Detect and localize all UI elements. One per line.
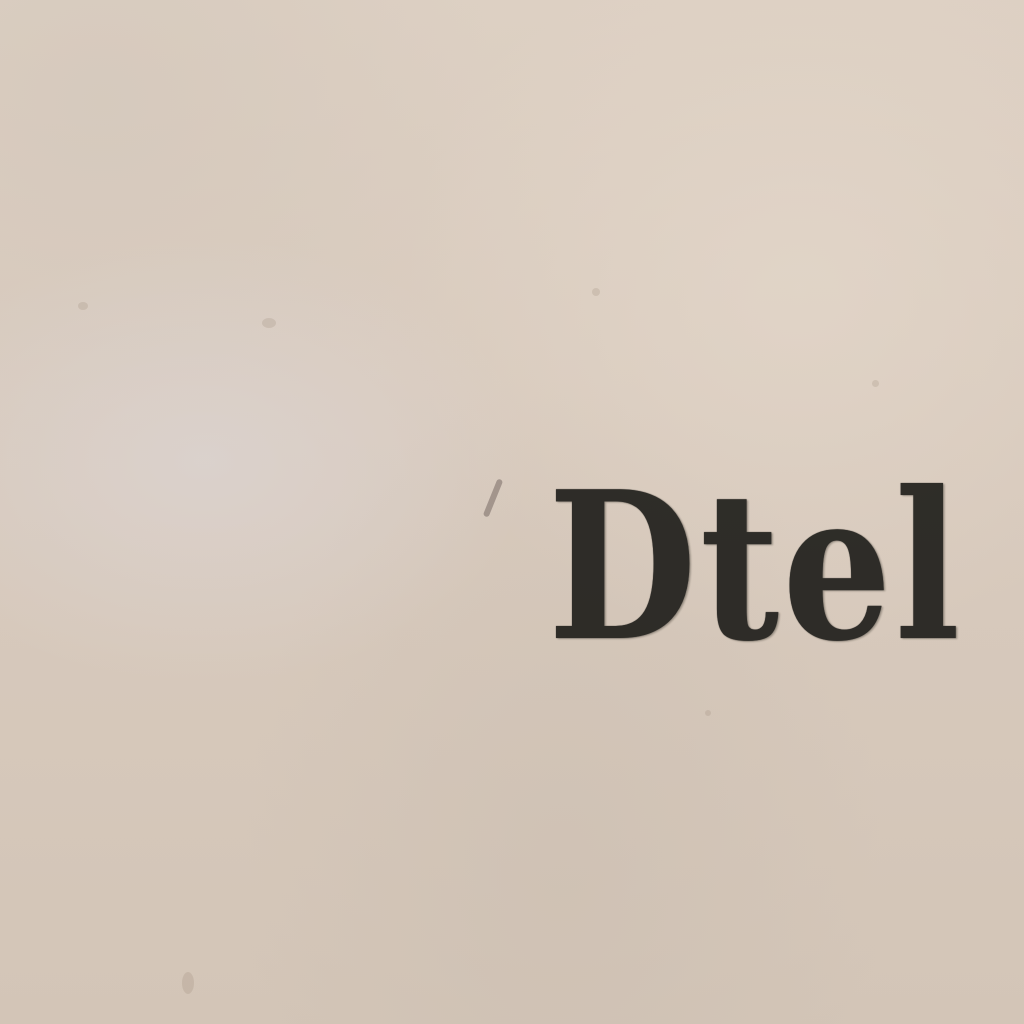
printed-word-fragment: Dtel xyxy=(548,447,964,687)
paper-speck xyxy=(262,318,276,328)
paper-speck xyxy=(78,302,88,310)
paper-speck xyxy=(872,380,879,387)
paper-speck xyxy=(592,288,600,296)
paper-speck xyxy=(182,972,194,994)
ink-tick-mark xyxy=(483,478,504,517)
paper-speck xyxy=(705,710,711,716)
